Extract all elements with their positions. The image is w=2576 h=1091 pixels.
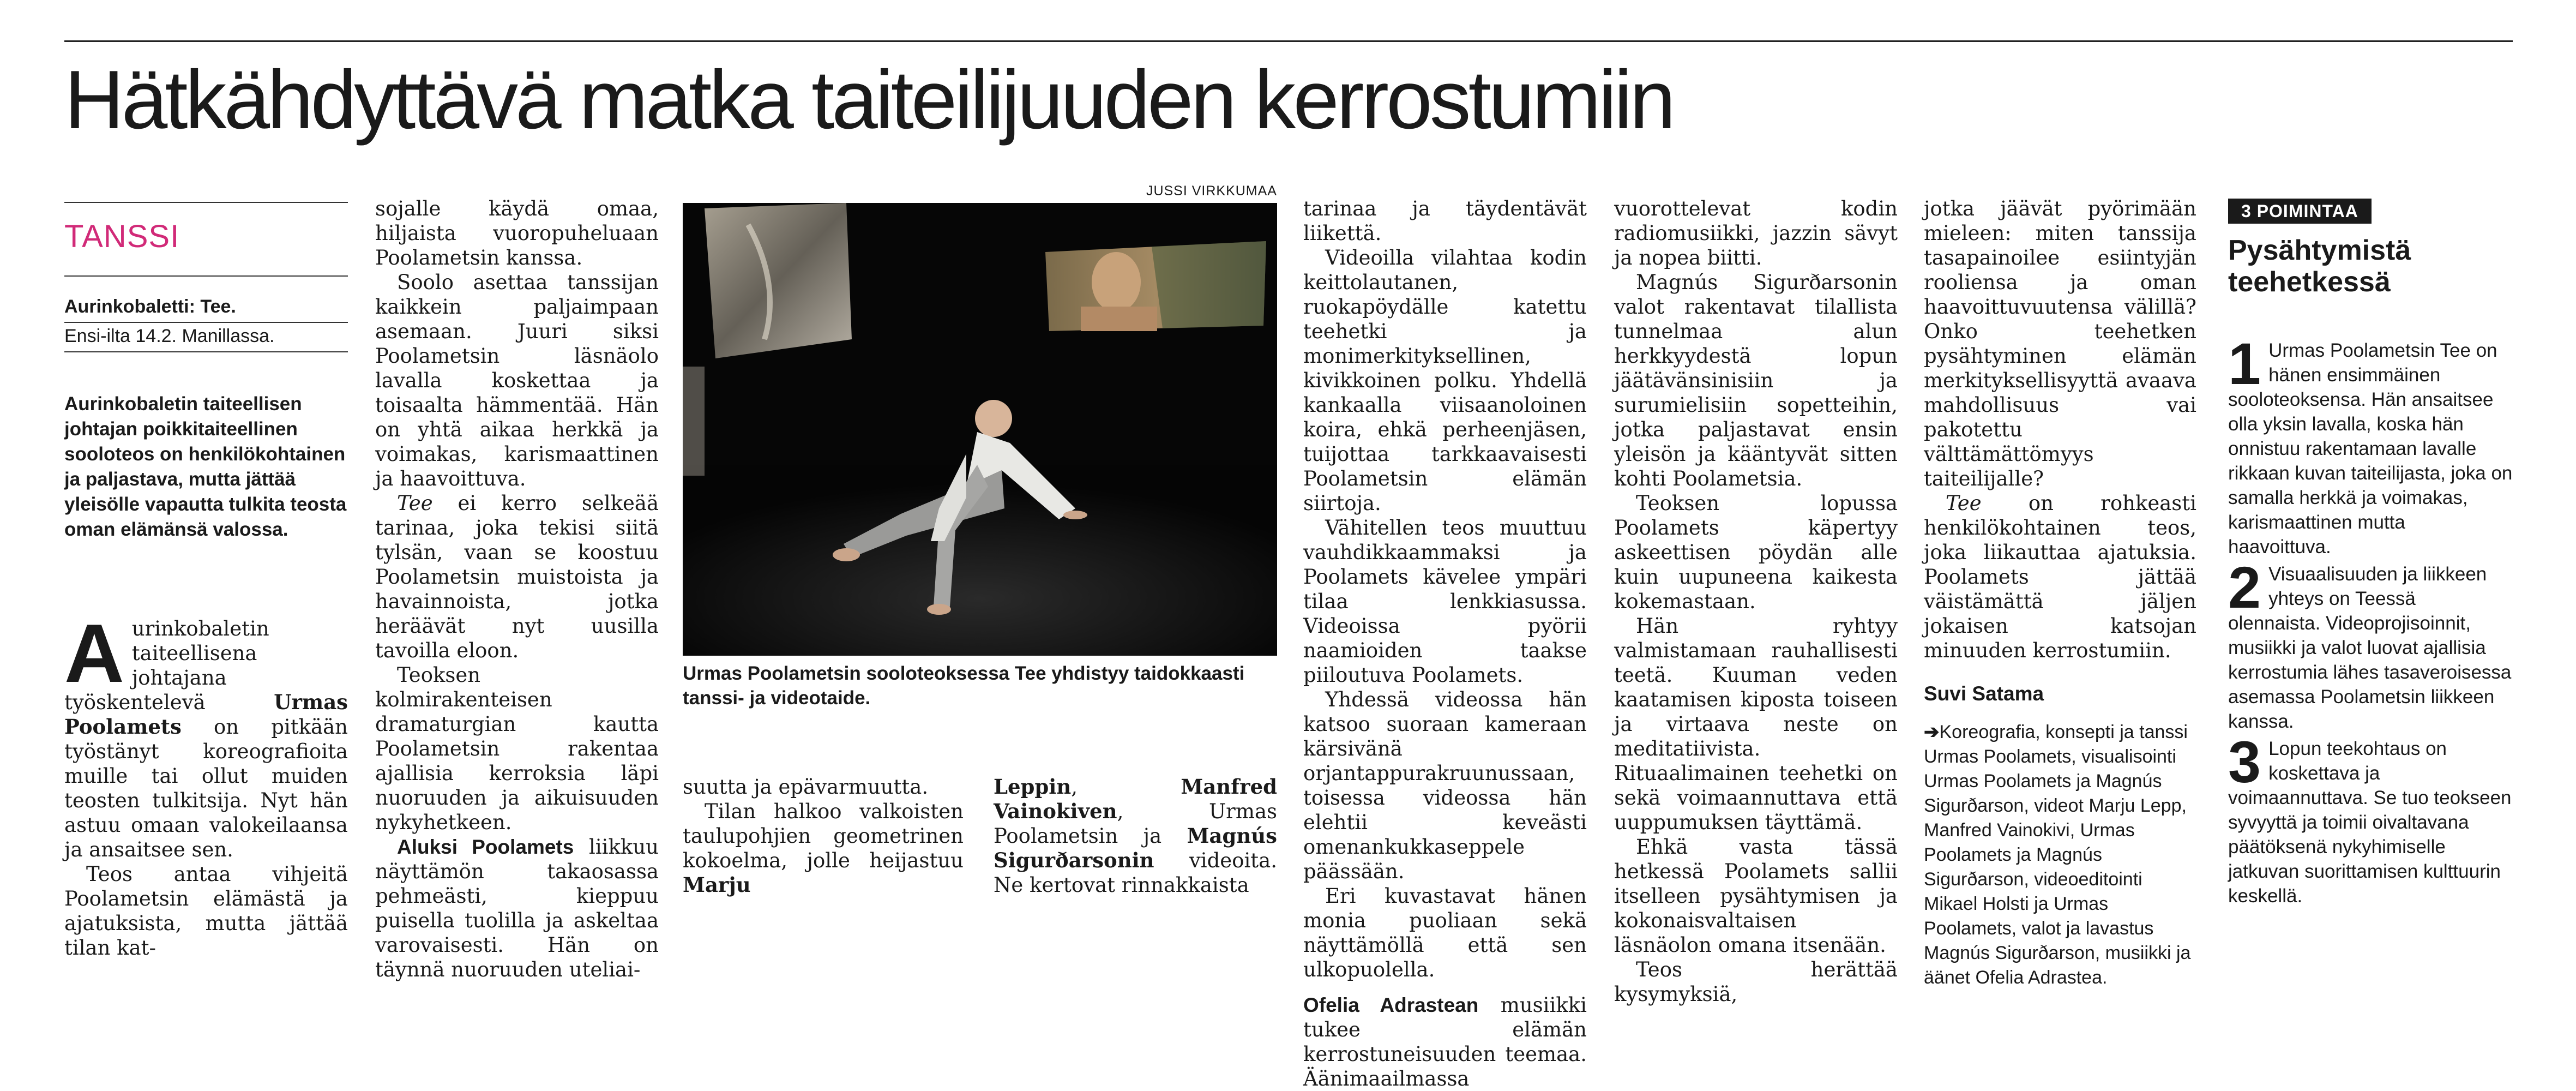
info-rule-top <box>64 275 348 277</box>
body-paragraph: sojalle käydä omaa, hiljaista vuoropuheluaan Poolametsin kanssa. <box>375 197 659 269</box>
body-text: on rohkeasti henkilökohtainen teos, joka liikauttaa ajatuksia. Poolamets jättää väistämättä jäljen jokaisen katsojan minuuden kerrostumiin. <box>1924 491 2196 662</box>
body-paragraph: Hän ryhtyy valmistamaan rauhallisesti teetä. Kuuman veden kaatamisen kiposta toiseen ja virtaava neste on meditatiivista. Rituaalimainen teehetki on sekä voimaannuttava että uuppumuksen täyttämä. <box>1614 614 1898 834</box>
credits-text: Koreografia, konsepti ja tanssi Urmas Poolamets, visualisointi Urmas Poolamets ja Magnús Sigurðarson, videot Marju Lepp, Manfred Vainokivi, Urmas Poolamets ja Magnús Sigurðarson, videoeditointi Mikael Holsti ja Urmas Poolamets, valot ja lavastus Magnús Sigurðarson, musiikki ja äänet Ofelia Adrastea. <box>1924 722 2191 988</box>
work-title: Tee <box>397 491 433 515</box>
body-paragraph: jotka jäävät pyörimään mieleen: miten tanssija tasapainoilee esiintyjän rooliensa ja oman haavoittuvuutensa välillä? Onko teehetken pysähtyminen elämän merkityksellisyyttä avaava mahdollisuus vai pakotettu välttämättömyys taiteilijalle? <box>1924 197 2196 490</box>
sidebar-title: Pysähtymistä teehetkessä <box>2228 235 2411 298</box>
body-text: on pitkään työstänyt koreografioita muille tai ollut muiden teosten tulkitsija. Nyt hän astuu omaan valokeilaansa ja ansaitsee sen. <box>64 715 348 861</box>
sidebar-point-1 <box>2228 331 2513 559</box>
body-text: liikkuu näyttämön takaosassa pehmeästi, kieppuu puisella tuolilla ja askeltaa varovaisesti. Hän on täynnä nuoruuden uteliai- <box>375 835 659 981</box>
person-name: Manfred Vainokiven <box>994 775 1277 823</box>
performance-info <box>64 293 348 349</box>
body-paragraph: Teoksen kolmirakenteisen dramaturgian kautta Poolametsin rakentaa ajallisia kerroksia läpi nuoruuden ja aikuisuuden nykyhetkeen. <box>375 663 659 834</box>
point-text: Lopun teekohtaus on koskettava ja voimaannuttava. Se tuo teokseen syvyyttä ja toimii oivaltavana päätöksenä nykyhimiselle jatkuvan suorittamisen kulttuurin keskellä. <box>2228 738 2512 907</box>
top-rule <box>64 40 2513 42</box>
photo-credit: JUSSI VIRKKUMAA <box>1146 183 1277 199</box>
work-title: Tee <box>1946 491 1982 515</box>
body-paragraph: Teos antaa vihjeitä Poolametsin elämästä ja ajatuksista, mutta jättää tilan kat- <box>64 862 348 960</box>
author-name: Suvi Satama <box>1924 682 2044 705</box>
section-rule <box>64 202 348 203</box>
sidebar-badge: 3 POIMINTAA <box>2228 199 2372 224</box>
body-text: urinkobaletin taiteellisena johtajana työskentelevä <box>64 617 269 714</box>
body-text: ei kerro selkeää tarinaa, joka tekisi siitä tylsän, vaan se koostuu Poolametsin muistoista ja havainnoista, jotka heräävät nyt uusilla tavoilla eloon. <box>375 491 659 662</box>
point-number: 1 <box>2228 331 2261 397</box>
body-paragraph: Yhdessä videossa hän katsoo suoraan kameraan kärsivänä orjantappurakruunussaan, toisessa videossa hän elehtii keveästi omenankukkaseppele päässään. <box>1303 688 1587 883</box>
body-column-3 <box>683 775 964 897</box>
sidebar-point-3 <box>2228 729 2513 908</box>
person-name: Urmas Poolamets <box>64 690 348 739</box>
body-column-1 <box>64 607 348 960</box>
performance-photo <box>683 203 1277 656</box>
point-text: Urmas Poolametsin Tee on hänen ensimmäinen sooloteoksensa. Hän ansaitsee olla yksin lavalla, koska hän onnistuu rakentamaan lavalle rikkaan kuvan taiteilijasta, joka on samalla herkkä ja voimakas, karismaattinen mutta haavoittuva. <box>2228 340 2513 558</box>
drop-cap: A <box>64 607 124 700</box>
body-text: videoita. Ne kertovat rinnakkaista <box>994 849 1277 897</box>
sidebar-point-2 <box>2228 554 2513 734</box>
body-column-2 <box>375 196 659 982</box>
body-column-4: Leppin, Manfred Vainokiven, Urmas Poolametsin ja Magnús Sigurðarsonin videoita. Ne kertovat rinnakkaista <box>994 775 1277 897</box>
photo-caption: Urmas Poolametsin sooloteoksessa Tee yhdistyy taidokkaasti tanssi- ja videotaide. <box>683 663 1245 709</box>
section-label: TANSSI <box>64 219 180 254</box>
photo-illustration <box>683 203 1277 656</box>
body-text: Tilan halkoo valkoisten taulupohjien geometrinen kokoelma, jolle heijastuu <box>683 800 964 872</box>
arrow-right-icon: ➔ <box>1924 722 1940 742</box>
body-paragraph: Eri kuvastavat hänen monia puoliaan sekä näyttämöllä että sen ulkopuolella. <box>1303 884 1587 981</box>
subhead-lead: Aluksi Poolamets <box>397 836 574 858</box>
body-paragraph: Teos herättää kysymyksiä, <box>1614 958 1898 1006</box>
body-paragraph: Ehkä vasta tässä hetkessä Poolamets sallii itselleen pysähtymisen ja kokonaisvaltaisen läsnäolon omana itsenään. <box>1614 835 1898 957</box>
person-name: Magnús Sigurðarsonin <box>994 824 1277 872</box>
body-column-7 <box>1924 196 2196 990</box>
person-name: Leppin <box>994 775 1072 799</box>
body-paragraph: vuorottelevat kodin radiomusiikki, jazzin sävyt ja nopea biitti. <box>1614 197 1898 269</box>
body-paragraph: Soolo asettaa tanssijan kaikkein paljaimpaan asemaan. Juuri siksi Poolametsin läsnäolo lavalla koskettaa ja toisaalta hämmentää. Hän on yhtä aikaa herkkä ja voimakas, karismaattinen ja haavoittuva. <box>375 271 659 490</box>
point-text: Visuaalisuuden ja liikkeen yhteys on Teessä olennaista. Videoprojisoinnit, musiikki ja valot luovat ajallisia kerrostumia lähes tasaveroisessa asemassa Poolametsin liikkeen kanssa. <box>2228 564 2512 732</box>
body-paragraph: Magnús Sigurðarsonin valot rakentavat tilallista tunnelmaa alun herkkyydestä lopun jäätävänsinisiin ja surumielisiin sopetteihin, jotka paljastavat ensin yleisön ja kääntyvät sitten kohti Poolametsia. <box>1614 271 1898 490</box>
body-paragraph: suutta ja epävarmuutta. <box>683 775 929 799</box>
body-paragraph: tarinaa ja täydentävät liikettä. <box>1303 197 1587 245</box>
headline: Hätkähdyttävä matka taiteilijuuden kerrostumiin <box>64 53 1674 146</box>
info-rule-bottom <box>64 351 348 352</box>
body-paragraph: Teoksen lopussa Poolamets käpertyy askeettisen pöydän alle kuin uupuneena kaikesta kokemastaan. <box>1614 491 1898 613</box>
body-paragraph: Vähitellen teos muuttuu vauhdikkaammaksi ja Poolamets kävelee ympäri tilaa lenkkiasussa. Videoissa pyörii naamioiden taakse piiloutuva Poolamets. <box>1303 516 1587 687</box>
performance-title: Aurinkobaletti: Tee. <box>64 296 236 317</box>
premiere-info: Ensi-ilta 14.2. Manillassa. <box>64 322 348 349</box>
lead-paragraph: Aurinkobaletin taiteellisen johtajan poikkitaiteellinen sooloteos on henkilökohtainen ja paljastava, mutta jättää yleisölle vapautta tulkita teosta oman elämänsä valossa. <box>64 393 347 540</box>
body-paragraph: Videoilla vilahtaa kodin keittolautanen, ruokapöydälle katettu teehetki ja monimerkityksellinen, kivikkoinen polku. Yhdellä kankaalla viisaanoloinen koira, ehkä perheenjäsen, tuijottaa tarkkaavaisesti Poolametsin elämän siirtoja. <box>1303 246 1587 515</box>
body-column-6 <box>1614 196 1898 1006</box>
body-text: musiikki tukee elämän kerrostuneisuuden teemaa. Äänimaailmassa <box>1303 993 1587 1090</box>
subhead-lead: Ofelia Adrastean <box>1303 994 1479 1016</box>
point-number: 2 <box>2228 554 2261 620</box>
body-column-5 <box>1303 196 1587 1091</box>
person-name: Marju <box>683 873 751 897</box>
point-number: 3 <box>2228 729 2261 795</box>
body-text: , Urmas Poolametsin ja <box>994 800 1277 848</box>
